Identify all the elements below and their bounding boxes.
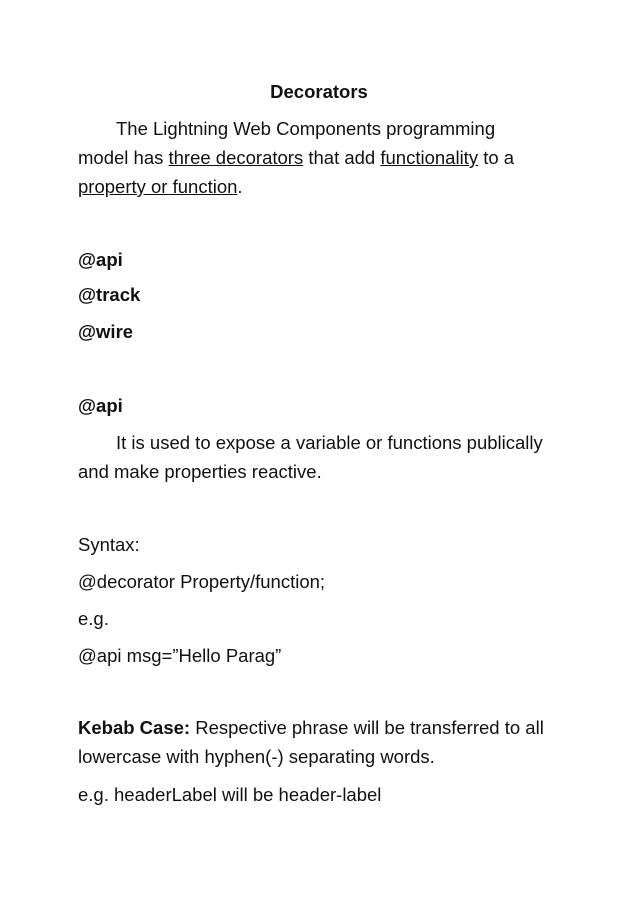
api-description-line-2: and make properties reactive.: [78, 461, 322, 482]
intro-line-2: [78, 146, 514, 170]
kebab-term: Kebab Case:: [78, 717, 191, 738]
decorator-wire: @wire: [78, 321, 134, 342]
intro-line-1: The Lightning Web Components programming: [116, 118, 496, 139]
intro-text: .: [237, 176, 243, 197]
intro-line-3: [78, 175, 243, 199]
api-section-heading: @api: [78, 395, 123, 416]
kebab-line-3: e.g. headerLabel will be header-label: [78, 784, 382, 805]
functionality-link[interactable]: functionality: [380, 147, 479, 168]
intro-text: to a: [478, 147, 515, 168]
three-decorators-link[interactable]: three decorators: [168, 147, 304, 168]
kebab-line-1: [78, 716, 544, 740]
syntax-form: @decorator Property/function;: [78, 571, 326, 592]
syntax-label: Syntax:: [78, 534, 140, 555]
syntax-example: @api msg=”Hello Parag”: [78, 645, 282, 666]
intro-text: model has: [78, 147, 169, 168]
decorator-track: @track: [78, 284, 141, 305]
kebab-line-2: lowercase with hyphen(-) separating words.: [78, 746, 435, 767]
property-or-function-link[interactable]: property or function: [78, 176, 238, 197]
page-title: Decorators: [270, 81, 368, 102]
kebab-definition: Respective phrase will be transferred to all: [190, 717, 544, 738]
intro-text: that add: [303, 147, 381, 168]
syntax-eg: e.g.: [78, 608, 109, 629]
decorator-api: @api: [78, 249, 123, 270]
api-description-line-1: It is used to expose a variable or functions publically: [116, 432, 543, 453]
